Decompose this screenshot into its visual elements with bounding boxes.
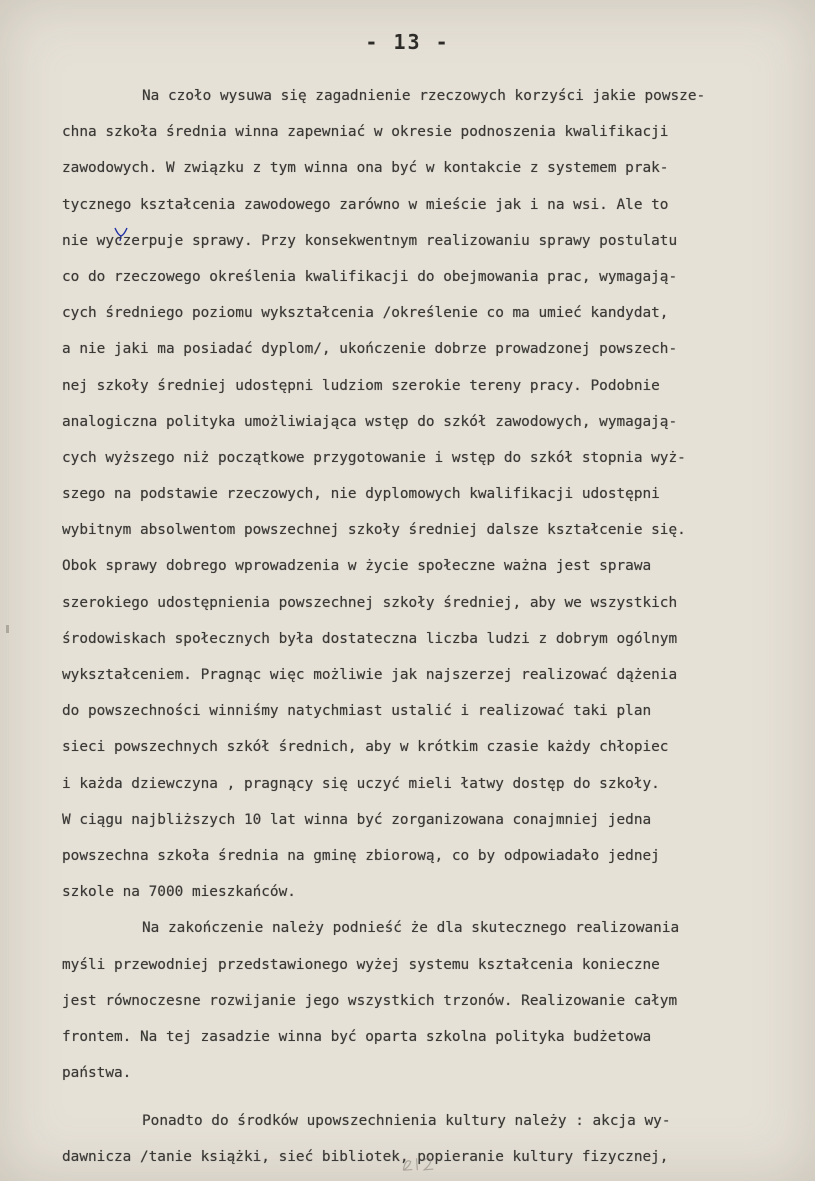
text-line: nej szkoły średniej udostępni ludziom szerokie tereny pracy. Podobnie	[62, 377, 660, 394]
paragraph-gap	[62, 1091, 802, 1103]
text-line: cych średniego poziomu wykształcenia /określenie co ma umieć kandydat,	[62, 305, 669, 322]
text-line: nie wyczerpuje sprawy. Przy konsekwentnym realizowaniu sprawy postulatu	[62, 232, 678, 249]
text-line: do powszechności winniśmy natychmiast ustalić i realizować taki plan	[62, 703, 652, 720]
text-line: frontem. Na tej zasadzie winna być oparta szkolna polityka budżetowa	[62, 1028, 652, 1045]
text-line: Obok sprawy dobrego wprowadzenia w życie społeczne ważna jest sprawa	[62, 558, 652, 575]
text-line: wykształceniem. Pragnąc więc możliwie jak najszerzej realizować dążenia	[62, 667, 678, 683]
text-line: jest równoczesne rozwijanie jego wszystkich trzonów. Realizowanie całym	[62, 992, 678, 1009]
text-line: środowiskach społecznych była dostateczna liczba ludzi z dobrym ogólnym	[62, 630, 678, 647]
text-line: powszechna szkoła średnia na gminę zbiorową, co by odpowiadało jednej	[62, 847, 660, 864]
text-line: co do rzeczowego określenia kwalifikacji do obejmowania prac, wymagają-	[62, 268, 678, 285]
scan-edge-mark	[6, 625, 9, 633]
text-line: wybitnym absolwentom powszechnej szkoły średniej dalsze kształcenie się.	[62, 522, 686, 539]
text-line: państwa.	[62, 1065, 132, 1082]
archive-page-mark	[399, 1151, 441, 1180]
text-line: szkole na 7000 mieszkańców.	[62, 884, 296, 901]
text-line: Na zakończenie należy podnieść że dla skutecznego realizowania	[142, 920, 680, 937]
text-line: a nie jaki ma posiadać dyplom/, ukończenie dobrze prowadzonej powszech-	[62, 341, 678, 358]
text-line: cych wyższego niż początkowe przygotowanie i wstęp do szkół stopnia wyż-	[62, 449, 686, 466]
typed-body-text	[62, 78, 802, 1176]
text-line: sieci powszechnych szkół średnich, aby w krótkim czasie każdy chłopiec	[62, 739, 669, 756]
page-number: - 13 -	[365, 30, 450, 54]
text-line: chna szkoła średnia winna zapewniać w okresie podnoszenia kwalifikacji	[62, 124, 669, 141]
text-line: zawodowych. W związku z tym winna ona być w kontakcie z systemem prak-	[62, 160, 669, 177]
text-line: szego na podstawie rzeczowych, nie dyplomowych kwalifikacji udostępni	[62, 486, 660, 503]
text-line: tycznego kształcenia zawodowego zarówno w mieście jak i na wsi. Ale to	[62, 196, 669, 213]
text-line: myśli przewodniej przedstawionego wyżej systemu kształcenia konieczne	[62, 956, 660, 973]
text-line: Na czoło wysuwa się zagadnienie rzeczowych korzyści jakie powsze-	[142, 88, 706, 104]
text-line: Ponadto do środków upowszechnienia kultury należy : akcja wy-	[142, 1113, 671, 1130]
text-line: dawnicza /tanie książki, sieć bibliotek, popieranie kultury fizycznej,	[62, 1149, 669, 1166]
text-line: i każda dziewczyna , pragnący się uczyć mieli łatwy dostęp do szkoły.	[62, 775, 660, 792]
text-line: W ciągu najbliższych 10 lat winna być zorganizowana conajmniej jedna	[62, 811, 652, 828]
text-line: analogiczna polityka umożliwiająca wstęp do szkół zawodowych, wymagają-	[62, 413, 678, 430]
text-line: szerokiego udostępnienia powszechnej szkoły średniej, aby we wszystkich	[62, 594, 678, 611]
